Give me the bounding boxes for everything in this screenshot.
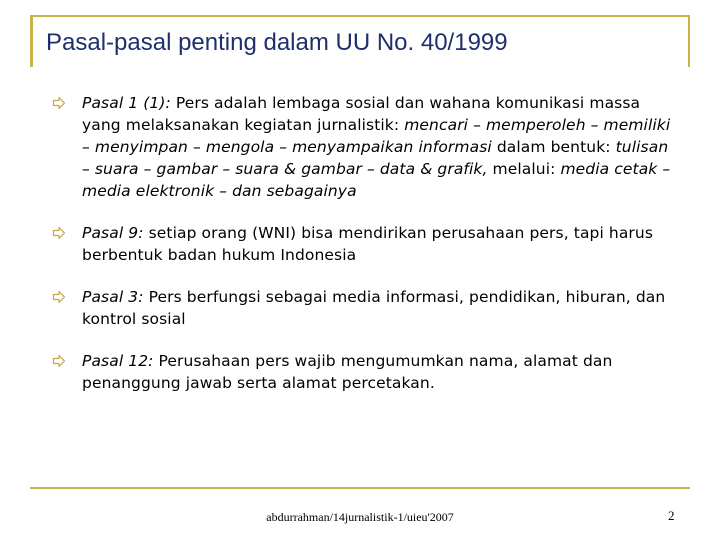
footer-text: abdurrahman/14jurnalistik-1/uieu'2007 bbox=[266, 510, 454, 524]
title-frame-top bbox=[30, 15, 690, 17]
footer-divider bbox=[30, 487, 690, 489]
bullet-item-pasal-12 bbox=[52, 350, 672, 394]
bullet-lead: Pasal 12: bbox=[82, 352, 154, 370]
bullet-text: Pers adalah lembaga sosial dan wahana komunikasi massa yang melaksanakan kegiatan jurnalistik: bbox=[82, 94, 641, 134]
bullet-text: Pers berfungsi sebagai media informasi, pendidikan, hiburan, dan kontrol sosial bbox=[82, 288, 666, 328]
bullet-lead: Pasal 3: bbox=[82, 288, 144, 306]
bullet-list bbox=[52, 92, 672, 394]
page-number: 2 bbox=[668, 508, 675, 523]
bullet-text: melalui: bbox=[487, 160, 561, 178]
title-frame-left bbox=[30, 15, 33, 67]
bullet-text: setiap orang (WNI) bisa mendirikan perusahaan pers, tapi harus berbentuk badan hukum Indonesia bbox=[82, 224, 654, 264]
bullet-item-pasal-9 bbox=[52, 222, 672, 266]
bullet-lead: Pasal 9: bbox=[82, 224, 144, 242]
bullet-text-italic: media cetak – media elektronik – dan sebagainya bbox=[82, 160, 671, 200]
outline-right-arrow-icon bbox=[52, 226, 66, 240]
bullet-text-italic: tulisan – suara – gambar – suara & gambar – data & grafik, bbox=[82, 138, 669, 178]
outline-right-arrow-icon bbox=[52, 96, 66, 110]
slide-title: Pasal-pasal penting dalam UU No. 40/1999 bbox=[46, 29, 508, 56]
bullet-text: Perusahaan pers wajib mengumumkan nama, alamat dan penanggung jawab serta alamat percetakan. bbox=[82, 352, 613, 392]
bullet-item-pasal-1 bbox=[52, 92, 672, 202]
bullet-text-italic: mencari – memperoleh – memiliki – menyimpan – mengola – menyampaikan informasi bbox=[82, 116, 671, 156]
title-frame-right bbox=[688, 15, 690, 67]
bullet-lead: Pasal 1 (1): bbox=[82, 94, 171, 112]
bullet-text: dalam bentuk: bbox=[491, 138, 616, 156]
outline-right-arrow-icon bbox=[52, 290, 66, 304]
bullet-item-pasal-3 bbox=[52, 286, 672, 330]
outline-right-arrow-icon bbox=[52, 354, 66, 368]
